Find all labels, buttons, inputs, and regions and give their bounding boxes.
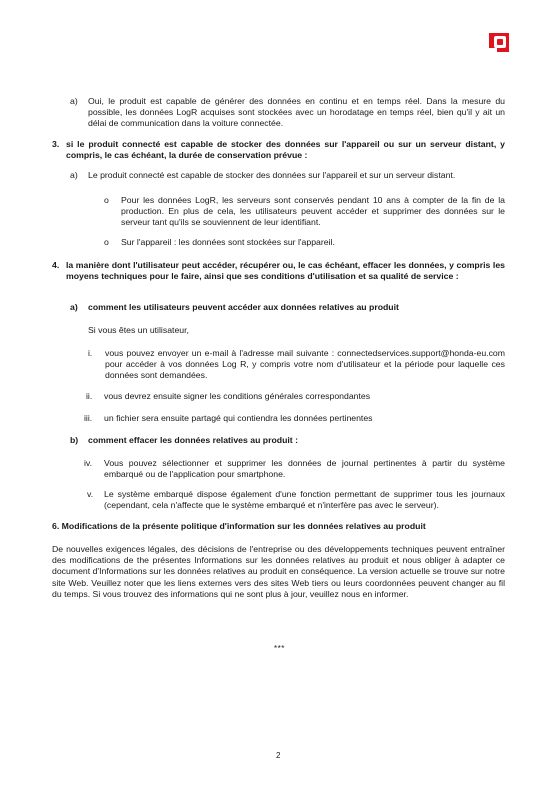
list-marker: a): [70, 96, 78, 106]
separator: ***: [274, 644, 285, 653]
list-marker: iv.: [84, 458, 93, 468]
list-item-text: Le produit connecté est capable de stocker des données sur l'appareil et sur un serveur distant.: [88, 170, 456, 180]
list-item-text: vous pouvez envoyer un e-mail à l'adresse mail suivante : connectedservices.support@honda-eu.com pour accéder à vos données Log R, y compris votre nom d'utilisateur et la période pour laquelle ces données sont demandées.: [105, 348, 505, 381]
list-marker: 3.: [52, 139, 60, 149]
section-heading: 6. Modifications de la présente politique d'information sur les données relatives au produit: [52, 521, 426, 531]
list-marker: iii.: [84, 413, 93, 423]
brand-logo-icon: [489, 33, 509, 52]
subsection-heading: comment les utilisateurs peuvent accéder aux données relatives au produit: [88, 302, 399, 312]
section-heading: si le produit connecté est capable de stocker des données sur l'appareil ou sur un serveur distant, y compris, le cas échéant, la durée de conservation prévue :: [66, 139, 505, 161]
list-item-text: Oui, le produit est capable de générer des données en continu et en temps réel. Dans la mesure du possible, les données LogR acquises sont stockées avec un horodatage en temps réel, bien qu'il y ait un délai de communication dans la voiture connectée.: [88, 96, 505, 129]
paragraph: Si vous êtes un utilisateur,: [88, 325, 189, 335]
section-heading: la manière dont l'utilisateur peut accéder, récupérer ou, le cas échéant, effacer les données, y compris les moyens techniques pour le faire, ainsi que ses conditions d'utilisation et sa qualité de service :: [66, 260, 505, 282]
list-marker: b): [70, 435, 79, 445]
subsection-heading: comment effacer les données relatives au produit :: [88, 435, 299, 445]
list-marker: a): [70, 302, 78, 312]
paragraph: De nouvelles exigences légales, des décisions de l'entreprise ou des développements techniques peuvent entraîner des modifications de the présentes Informations sur les données relatives au produit et nous obliger à adapter ce document d'Informations sur les données relatives au produit en conséquence. La version actuelle se trouve sur notre site Web. Veuillez noter que les liens externes vers des sites Web tiers ou leurs coordonnées peuvent changer au fil du temps. Si vous trouvez des informations qui ne sont plus à jour, veuillez nous en informer.: [52, 544, 505, 599]
page-number: 2: [276, 751, 281, 760]
list-item-text: Sur l'appareil : les données sont stockées sur l'appareil.: [121, 237, 335, 247]
list-item-text: un fichier sera ensuite partagé qui contiendra les données pertinentes: [104, 413, 373, 423]
list-item-text: Pour les données LogR, les serveurs sont conservés pendant 10 ans à compter de la fin de la production. En plus de cela, les utilisateurs peuvent accéder et supprimer des données sur le serveur tant qu'ils se souviennent de leur identifiant.: [121, 195, 505, 228]
list-marker: v.: [87, 489, 94, 499]
list-marker: i.: [88, 348, 93, 358]
list-marker: 4.: [52, 260, 60, 270]
list-item-text: Le système embarqué dispose également d'une fonction permettant de supprimer tous les journaux (cependant, cela n'affecte que le système embarqué et n'interfère pas avec le serveur).: [104, 489, 505, 511]
list-marker: a): [70, 170, 78, 180]
list-item-text: vous devrez ensuite signer les conditions générales correspondantes: [104, 391, 371, 401]
bullet-marker: o: [104, 237, 109, 247]
bullet-marker: o: [104, 195, 109, 205]
list-item-text: Vous pouvez sélectionner et supprimer les données de journal pertinentes à partir du système embarqué ou de l'application pour smartphone.: [104, 458, 505, 480]
list-marker: ii.: [86, 391, 93, 401]
